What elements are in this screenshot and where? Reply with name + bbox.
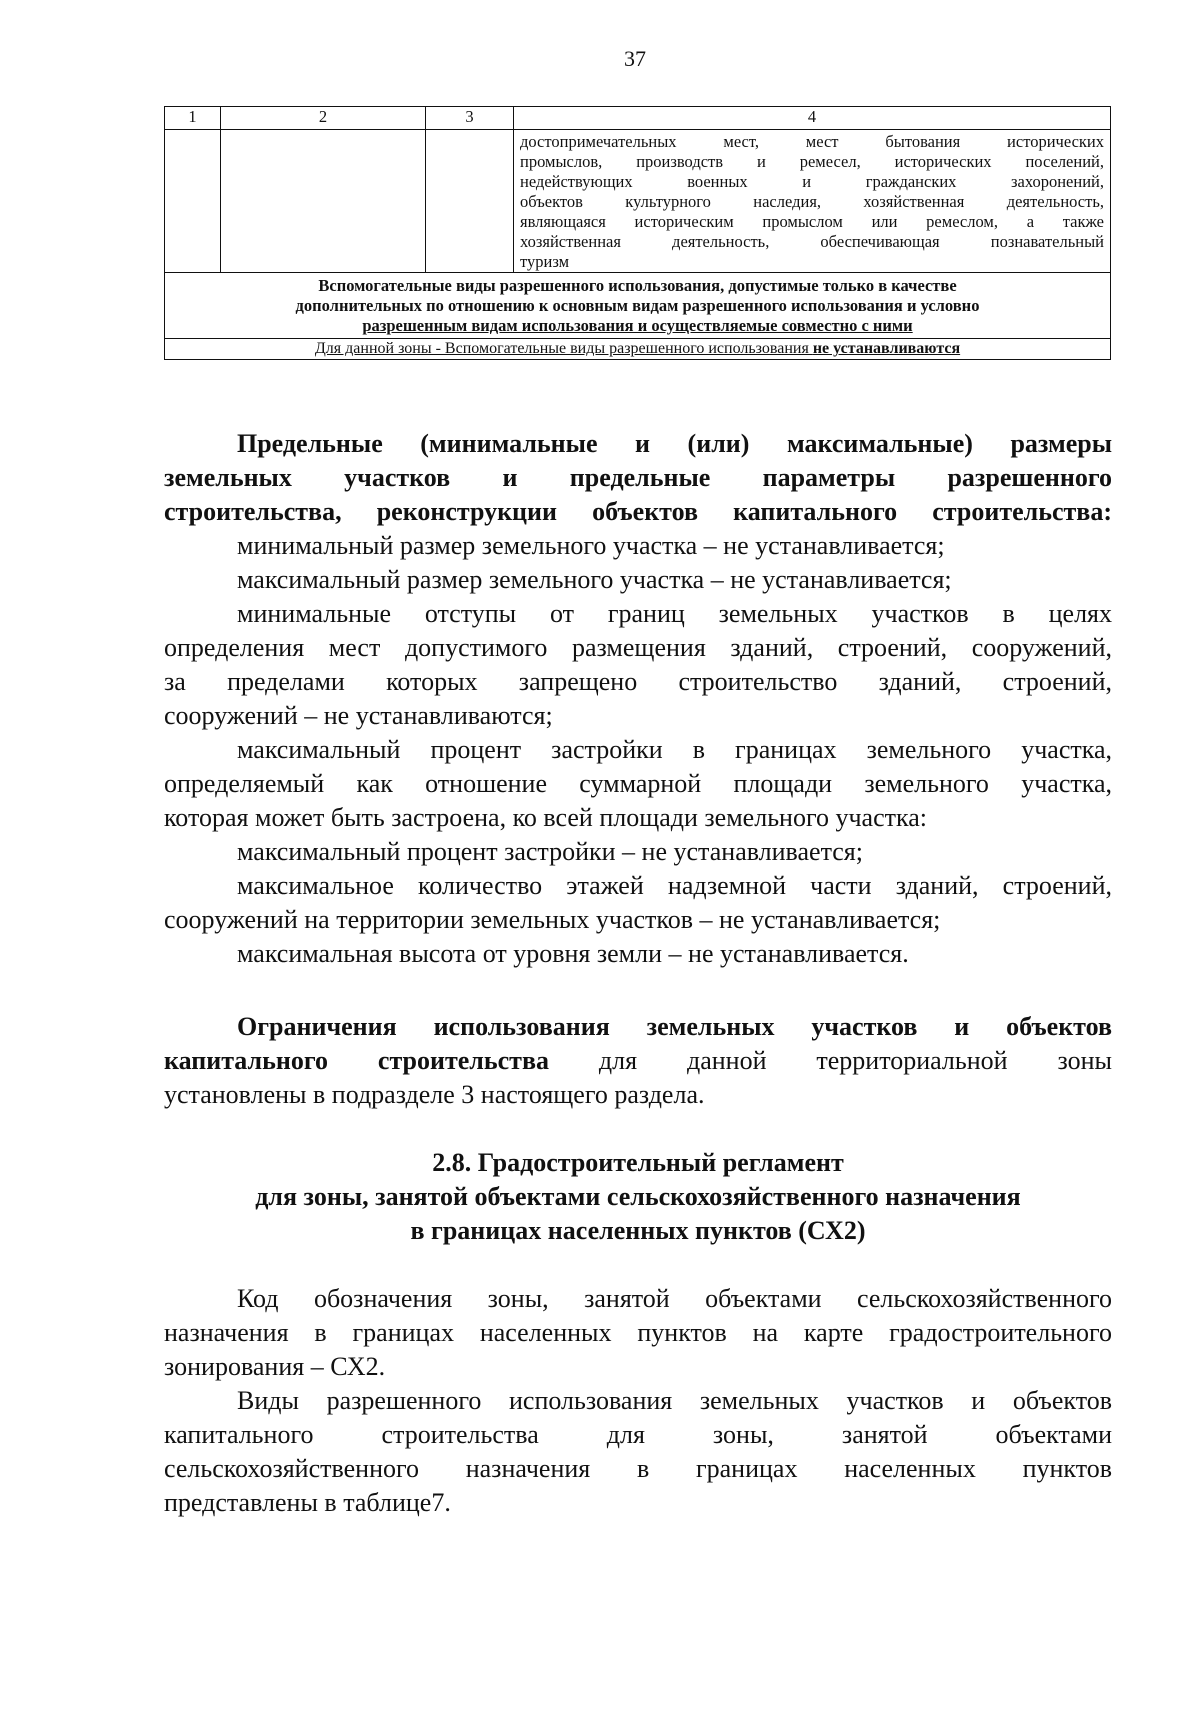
limits-line: сооружений – не устанавливаются; xyxy=(164,701,553,730)
section-title-line: в границах населенных пунктов (СХ2) xyxy=(410,1216,866,1245)
limits-line: определения мест допустимого размещения зданий, строений, сооружений, xyxy=(164,633,1112,662)
section-title xyxy=(164,1146,1112,1248)
limits-line: которая может быть застроена, ко всей площади земельного участка: xyxy=(164,803,928,832)
paragraph-line: назначения в границах населенных пунктов на карте градостроительного xyxy=(164,1318,1112,1347)
restrictions-text: для данной территориальной зоны xyxy=(548,1046,1112,1075)
header-cell-2: 2 xyxy=(221,107,426,130)
note-bold-text: не устанавливаются xyxy=(812,340,961,357)
paragraph-line: представлены в таблице7. xyxy=(164,1488,451,1517)
note-row xyxy=(165,339,1111,360)
aux-heading-row xyxy=(165,273,1111,339)
limits-line: за пределами которых запрещено строительство зданий, строений, xyxy=(164,667,1112,696)
limits-line: сооружений на территории земельных участков – не устанавливается; xyxy=(164,905,941,934)
section-title-line: для зоны, занятой объектами сельскохозяйственного назначения xyxy=(255,1182,1021,1211)
paragraph-line: Виды разрешенного использования земельных участков и объектов xyxy=(237,1386,1112,1415)
paragraph-line: капитального строительства для зоны, занятой объектами xyxy=(164,1420,1112,1449)
table-row xyxy=(165,130,1111,273)
description-line: достопримечательных мест, мест бытования исторических xyxy=(520,132,1104,151)
restrictions-line xyxy=(164,1044,1112,1078)
limits-line: максимальный процент застройки в границах земельного участка, xyxy=(237,735,1112,764)
header-cell-1: 1 xyxy=(165,107,221,130)
description-line: являющаяся историческим промыслом или ремеслом, а также xyxy=(520,212,1104,231)
table-cell-empty xyxy=(221,130,426,273)
paragraph-line: зонирования – СХ2. xyxy=(164,1352,386,1381)
description-line: недействующих военных и гражданских захоронений, xyxy=(520,172,1104,191)
limits-line: минимальные отступы от границ земельных участков в целях xyxy=(237,599,1112,628)
limits-line: определяемый как отношение суммарной площади земельного участка, xyxy=(164,769,1112,798)
note-text: Для данной зоны - Вспомогательные виды разрешенного использования xyxy=(314,340,813,357)
section-title-line: 2.8. Градостроительный регламент xyxy=(432,1148,844,1177)
limits-heading-line: строительства, реконструкции объектов капитального строительства: xyxy=(164,497,1112,526)
zone-code-paragraph xyxy=(164,1282,1112,1520)
limits-heading-line: Предельные (минимальные и (или) максимальные) размеры xyxy=(237,429,1112,458)
aux-heading-line: дополнительных по отношению к основным видам разрешенного использования и условно xyxy=(295,296,980,315)
activity-description-cell xyxy=(514,130,1111,273)
aux-uses-note xyxy=(165,339,1111,360)
restrictions-section xyxy=(164,1010,1112,1112)
description-line: хозяйственная деятельность, обеспечивающая познавательный xyxy=(520,232,1104,251)
restrictions-line: Ограничения использования земельных участков и объектов xyxy=(237,1012,1112,1041)
header-cell-4: 4 xyxy=(514,107,1111,130)
limits-line: максимальное количество этажей надземной части зданий, строений, xyxy=(237,871,1112,900)
limits-line: минимальный размер земельного участка – не устанавливается; xyxy=(237,531,945,560)
paragraph-line: Код обозначения зоны, занятой объектами сельскохозяйственного xyxy=(237,1284,1112,1313)
paragraph-line: сельскохозяйственного назначения в границах населенных пунктов xyxy=(164,1454,1112,1483)
table-header-row xyxy=(165,107,1111,130)
header-cell-3: 3 xyxy=(426,107,514,130)
limits-line: максимальный процент застройки – не устанавливается; xyxy=(237,837,863,866)
table-cell-empty xyxy=(165,130,221,273)
limits-line: максимальный размер земельного участка – не устанавливается; xyxy=(237,565,952,594)
limits-heading-line: земельных участков и предельные параметры разрешенного xyxy=(164,463,1112,492)
permitted-use-table xyxy=(164,106,1111,360)
page-number: 37 xyxy=(624,46,646,71)
description-line: промыслов, производств и ремесел, исторических поселений, xyxy=(520,152,1104,171)
restrictions-bold-text: капитального строительства xyxy=(164,1046,549,1075)
limits-section xyxy=(164,427,1112,971)
description-line: туризм xyxy=(520,252,570,271)
restrictions-line: установлены в подразделе 3 настоящего раздела. xyxy=(164,1080,705,1109)
aux-heading-line: Вспомогательные виды разрешенного использования, допустимые только в качестве xyxy=(318,276,957,295)
aux-heading-line: разрешенным видам использования и осуществляемые совместно с ними xyxy=(362,316,913,335)
limits-line: максимальная высота от уровня земли – не устанавливается. xyxy=(237,939,909,968)
table-cell-empty xyxy=(426,130,514,273)
description-line: объектов культурного наследия, хозяйственная деятельность, xyxy=(520,192,1104,211)
aux-uses-heading xyxy=(165,273,1111,339)
